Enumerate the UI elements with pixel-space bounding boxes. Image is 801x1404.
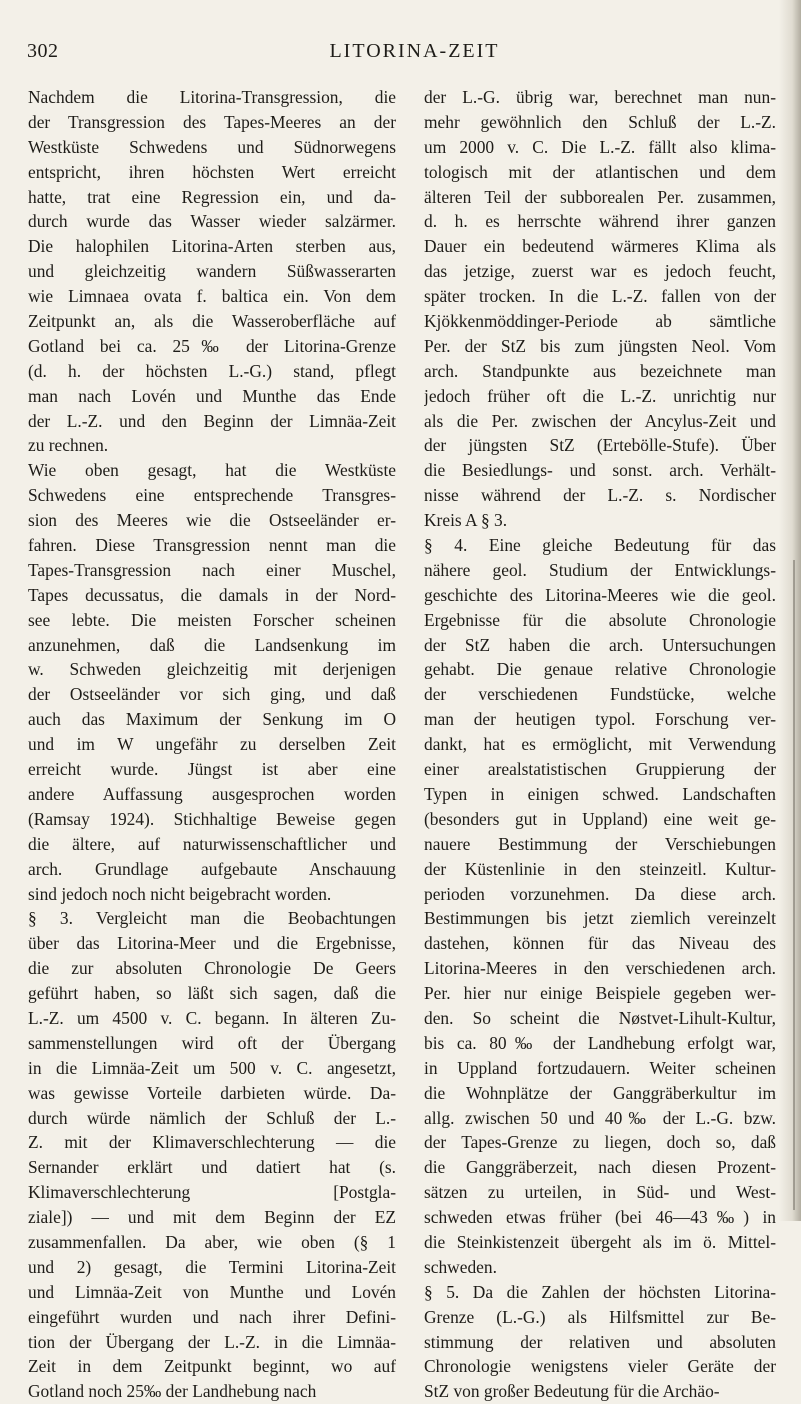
text-line: entspricht, ihren höchsten Wert erreicht (28, 161, 396, 182)
text-line: und Limnäa-Zeit von Munthe und Lovén (28, 1281, 396, 1302)
text-line: hatte, trat eine Regression ein, und da- (28, 186, 396, 207)
text-line: erreicht wurde. Jüngst ist aber eine (28, 759, 396, 780)
text-line: der jüngsten StZ (Ertebölle-Stufe). Über (424, 435, 776, 456)
text-line: dastehen, können für das Niveau des (424, 933, 776, 954)
text-line: in Uppland fortzudauern. Weiter scheinen (424, 1057, 776, 1078)
page-edge-line (793, 560, 795, 1210)
text-line: der L.-Z. und den Beginn der Limnäa-Zeit (28, 410, 396, 431)
text-line: § 3. Vergleicht man die Beobachtungen (28, 908, 396, 929)
text-line: arch. Grundlage aufgebaute Anschauung (28, 858, 396, 879)
text-line: andere Auffassung ausgesprochen worden (28, 783, 396, 804)
right-text-column (424, 85, 776, 1404)
text-line: als die Per. zwischen der Ancylus-Zeit und (424, 410, 776, 431)
text-line: Wie oben gesagt, hat die Westküste (28, 460, 396, 481)
left-text-column (28, 85, 396, 1404)
text-line: (d. h. der höchsten L.-G.) stand, pflegt (28, 360, 396, 381)
text-line: man der heutigen typol. Forschung ver- (424, 709, 776, 730)
text-line: der Ostseeländer vor sich ging, und daß (28, 684, 396, 705)
page-edge-shadow (779, 0, 801, 1221)
text-line: mehr gewöhnlich den Schluß der L.-Z. (424, 111, 776, 132)
text-line: fahren. Diese Transgression nennt man die (28, 535, 396, 556)
text-line: Gotland noch 25‰ der Landhebung nach (28, 1381, 317, 1402)
text-line: das jetzige, zuerst war es jedoch feucht, (424, 261, 776, 282)
text-line: zu rechnen. (28, 435, 109, 456)
running-head: LITORINA-ZEIT (329, 40, 500, 62)
text-line: Sernander erklärt und datiert hat (s. (28, 1157, 396, 1178)
text-line: Kreis A § 3. (424, 510, 508, 531)
text-line: (besonders gut in Uppland) eine weit ge- (424, 808, 776, 829)
text-line: jedoch früher oft die L.-Z. unrichtig nur (424, 385, 776, 406)
text-line: geführt haben, so läßt sich sagen, daß die (28, 983, 396, 1004)
text-line: Nachdem die Litorina-Transgression, die (28, 87, 396, 107)
text-line: sammenstellungen wird oft der Übergang (28, 1032, 396, 1053)
text-line: anzunehmen, daß die Landsenkung im (28, 634, 396, 655)
text-line: die Ganggräberzeit, nach diesen Prozent- (424, 1157, 776, 1178)
text-line: (Ramsay 1924). Stichhaltige Beweise gegen (28, 808, 396, 829)
text-line: in die Limnäa-Zeit um 500 v. C. angesetzt, (28, 1057, 396, 1078)
text-line: Litorina-Meeres in den verschiedenen arch. (424, 958, 776, 979)
text-line: Chronologie wenigstens vieler Geräte der (424, 1356, 776, 1377)
text-line: der L.-G. übrig war, berechnet man nun- (424, 87, 776, 107)
text-line: Westküste Schwedens und Südnorwegens (28, 136, 396, 157)
text-line: älteren Teil der subborealen Per. zusammen, (424, 186, 776, 207)
text-line: § 4. Eine gleiche Bedeutung für das (424, 535, 776, 556)
text-line: den. So scheint die Nøstvet-Lihult-Kultur, (424, 1007, 776, 1028)
text-line: durch würde nämlich der Schluß der L.- (28, 1107, 396, 1128)
text-line: die Besiedlungs- und sonst. arch. Verhält- (424, 460, 776, 481)
text-line: Typen in einigen schwed. Landschaften (424, 783, 776, 804)
text-line: durch wurde das Wasser wieder salzärmer. (28, 211, 396, 232)
text-line: Dauer ein bedeutend wärmeres Klima als (424, 236, 776, 257)
text-line: wie Limnaea ovata f. baltica ein. Von dem (28, 286, 396, 307)
text-line: Bestimmungen bis jetzt ziemlich vereinzelt (424, 908, 776, 929)
text-line: Per. der StZ bis zum jüngsten Neol. Vom (424, 335, 776, 356)
text-line: stimmung der relativen und absoluten (424, 1331, 776, 1352)
text-line: Zeit in dem Zeitpunkt beginnt, wo auf (28, 1356, 396, 1377)
text-line: § 5. Da die Zahlen der höchsten Litorina- (424, 1281, 776, 1302)
text-line: bis ca. 80‰ der Landhebung erfolgt war, (424, 1032, 776, 1053)
text-line: der verschiedenen Fundstücke, welche (424, 684, 776, 705)
text-line: Die halophilen Litorina-Arten sterben aus, (28, 236, 396, 257)
text-line: sion des Meeres wie die Ostseeländer er- (28, 510, 396, 531)
text-line: was gewisse Vorteile darbieten würde. Da- (28, 1082, 396, 1103)
text-line: zusammenfallen. Da aber, wie oben (§ 1 (28, 1231, 396, 1252)
text-line: see lebte. Die meisten Forscher scheinen (28, 609, 396, 630)
text-line: ziale]) — und mit dem Beginn der EZ (28, 1207, 396, 1228)
page-number: 302 (27, 40, 59, 62)
text-line: Gotland bei ca. 25‰ der Litorina-Grenze (28, 335, 396, 356)
text-line: Tapes decussatus, die damals in der Nord- (28, 584, 396, 605)
text-line: der Tapes-Grenze zu liegen, doch so, daß (424, 1132, 776, 1153)
text-line: nauere Bestimmung der Verschiebungen (424, 833, 776, 854)
text-line: Kjökkenmöddinger-Periode ab sämtliche (424, 311, 776, 332)
text-line: eingeführt wurden und nach ihrer Defini- (28, 1306, 396, 1327)
text-line: Zeitpunkt an, als die Wasseroberfläche auf (28, 311, 396, 332)
text-line: Schwedens eine entsprechende Transgres- (28, 485, 396, 506)
text-line: StZ von großer Bedeutung für die Archäo- (424, 1381, 720, 1402)
text-line: sätzen zu urteilen, in Süd- und West- (424, 1182, 776, 1203)
text-line: Tapes-Transgression nach einer Muschel, (28, 559, 396, 580)
text-line: der Küstenlinie in den steinzeitl. Kultur- (424, 858, 776, 879)
text-line: arch. Standpunkte aus bezeichnete man (424, 360, 776, 381)
text-line: nähere geol. Studium der Entwicklungs- (424, 559, 776, 580)
text-line: über das Litorina-Meer und die Ergebnisse, (28, 933, 396, 954)
text-line: nisse während der L.-Z. s. Nordischer (424, 485, 776, 506)
text-line: Ergebnisse für die absolute Chronologie (424, 609, 776, 630)
text-line: die Steinkistenzeit übergeht als im ö. Mittel- (424, 1231, 776, 1252)
text-line: schweden. (424, 1256, 497, 1277)
text-line: tion der Übergang der L.-Z. in die Limnäa- (28, 1331, 396, 1352)
text-line: schweden etwas früher (bei 46—43‰) in (424, 1207, 776, 1228)
text-line: Z. mit der Klimaverschlechterung — die (28, 1132, 396, 1153)
text-line: allg. zwischen 50 und 40‰ der L.-G. bzw. (424, 1107, 776, 1128)
text-line: die Wohnplätze der Ganggräberkultur im (424, 1082, 776, 1103)
text-line: und 2) gesagt, die Termini Litorina-Zeit (28, 1256, 396, 1277)
text-line: der StZ haben die arch. Untersuchungen (424, 634, 776, 655)
text-line: der Transgression des Tapes-Meeres an der (28, 111, 396, 132)
text-line: perioden vorzunehmen. Da diese arch. (424, 883, 776, 904)
text-line: Per. hier nur einige Beispiele gegeben wer- (424, 983, 776, 1004)
text-line: später trocken. In die L.-Z. fallen von der (424, 286, 776, 307)
text-line: Grenze (L.-G.) als Hilfsmittel zur Be- (424, 1306, 776, 1327)
text-line: Klimaverschlechterung [Postgla- (28, 1182, 396, 1203)
text-line: L.-Z. um 4500 v. C. begann. In älteren Zu- (28, 1007, 396, 1028)
text-line: d. h. es herrschte während ihrer ganzen (424, 211, 776, 232)
text-line: die ältere, auf naturwissenschaftlicher und (28, 833, 396, 854)
text-line: einer arealstatistischen Gruppierung der (424, 759, 776, 780)
text-line: dankt, hat es ermöglicht, mit Verwendung (424, 734, 776, 755)
text-line: und im W ungefähr zu derselben Zeit (28, 734, 396, 755)
text-line: gehabt. Die genaue relative Chronologie (424, 659, 776, 680)
text-line: man nach Lovén und Munthe das Ende (28, 385, 396, 406)
text-line: w. Schweden gleichzeitig mit derjenigen (28, 659, 396, 680)
text-line: und gleichzeitig wandern Süßwasserarten (28, 261, 396, 282)
text-line: um 2000 v. C. Die L.-Z. fällt also klima- (424, 136, 776, 157)
text-line: die zur absoluten Chronologie De Geers (28, 958, 396, 979)
text-line: geschichte des Litorina-Meeres wie die geol. (424, 584, 776, 605)
text-line: sind jedoch noch nicht beigebracht worden. (28, 883, 332, 904)
text-line: auch das Maximum der Senkung im O (28, 709, 396, 730)
text-line: tologisch mit der atlantischen und dem (424, 161, 776, 182)
